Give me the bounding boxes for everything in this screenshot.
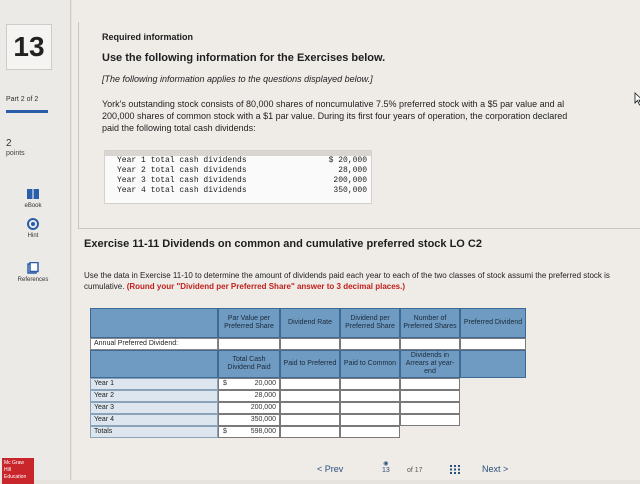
- part-indicator: Part 2 of 2: [6, 96, 39, 103]
- header-blank: [460, 350, 526, 378]
- arrears-year4-input[interactable]: [400, 414, 460, 426]
- required-paragraph: York's outstanding stock consists of 80,000 shares of noncumulative 7.5% preferred stock with a $5 par value and al 200,000 shares of common stock with a $1 par value. During its first four years of operation, the corporation declared paid the following total cash dividends:: [102, 99, 568, 133]
- par-value-input[interactable]: [218, 338, 280, 350]
- cash-dividend-row: Year 2 total cash dividends 28,000: [117, 166, 367, 175]
- dividend-rate-input[interactable]: [280, 338, 340, 350]
- row-label-totals: Totals: [90, 426, 218, 438]
- cash-dividend-row: Year 4 total cash dividends 350,000: [117, 186, 367, 195]
- question-number: 13: [6, 24, 52, 70]
- cash-dividend-row: Year 3 total cash dividends 200,000: [117, 176, 367, 185]
- dividend-per-share-input[interactable]: [340, 338, 400, 350]
- references-button[interactable]: [10, 262, 56, 283]
- row-label-year1: Year 1: [90, 378, 218, 390]
- paid-common-year1-input[interactable]: [340, 378, 400, 390]
- header-dividends-arrears: Dividends in Arrears at year-end: [400, 350, 460, 378]
- brand-logo: Mc Graw Hill Education: [2, 458, 34, 484]
- header-dividend-rate: Dividend Rate: [280, 308, 340, 338]
- total-cash-totals: $ 598,000: [218, 426, 280, 438]
- paid-preferred-year1-input[interactable]: [280, 378, 340, 390]
- prev-button[interactable]: < Prev: [317, 464, 344, 474]
- row-label-year2: Year 2: [90, 390, 218, 402]
- dividend-table: [90, 308, 542, 450]
- row-label-year4: Year 4: [90, 414, 218, 426]
- header-number-shares: Number of Preferred Shares: [400, 308, 460, 338]
- annual-dividend-label: Annual Preferred Dividend:: [90, 338, 218, 350]
- points-value: 2: [6, 138, 12, 149]
- header-par-value: Par Value per Preferred Share: [218, 308, 280, 338]
- cash-dividends-box: [104, 150, 372, 204]
- header-paid-preferred: Paid to Preferred: [280, 350, 340, 378]
- page-current[interactable]: ◉ 13: [382, 461, 390, 474]
- required-heading: Required information: [102, 32, 194, 42]
- paid-common-year4-input[interactable]: [340, 414, 400, 426]
- next-button[interactable]: Next >: [482, 464, 509, 474]
- arrears-year1-input[interactable]: [400, 378, 460, 390]
- sidebar: [0, 0, 71, 480]
- paid-common-year2-input[interactable]: [340, 390, 400, 402]
- total-cash-year3: 200,000: [218, 402, 280, 414]
- preferred-dividend-input[interactable]: [460, 338, 526, 350]
- paid-preferred-totals-input[interactable]: [280, 426, 340, 438]
- required-note: [The following information applies to the questions displayed below.]: [102, 74, 373, 84]
- page-total: of 17: [407, 467, 423, 474]
- main-content: [72, 0, 640, 480]
- total-cash-year1: $ 20,000: [218, 378, 280, 390]
- hint-label: Hint: [27, 233, 39, 239]
- arrears-year2-input[interactable]: [400, 390, 460, 402]
- ebook-label: eBook: [24, 203, 42, 209]
- references-icon: [27, 262, 39, 274]
- paid-preferred-year2-input[interactable]: [280, 390, 340, 402]
- rounding-instruction: (Round your "Dividend per Preferred Share" answer to 3 decimal places.): [126, 282, 406, 291]
- table-corner: [90, 308, 218, 338]
- hint-button[interactable]: [10, 218, 56, 239]
- total-cash-year4: 350,000: [218, 414, 280, 426]
- arrears-year3-input[interactable]: [400, 402, 460, 414]
- header-dividend-per-share: Dividend per Preferred Share: [340, 308, 400, 338]
- cash-dividend-row: Year 1 total cash dividends $ 20,000: [117, 156, 367, 165]
- points-label: points: [6, 150, 25, 157]
- required-subheading: Use the following information for the Exercises below.: [102, 52, 386, 64]
- part-progress-bar: [6, 110, 48, 113]
- header-total-cash: Total Cash Dividend Paid: [218, 350, 280, 378]
- paid-preferred-year3-input[interactable]: [280, 402, 340, 414]
- row-label-year3: Year 3: [90, 402, 218, 414]
- grid-icon[interactable]: [450, 465, 460, 474]
- hint-icon: [27, 218, 39, 230]
- paid-preferred-year4-input[interactable]: [280, 414, 340, 426]
- header-preferred-dividend: Preferred Dividend: [460, 308, 526, 338]
- header-paid-common: Paid to Common: [340, 350, 400, 378]
- table-spacer: [90, 350, 218, 378]
- total-cash-year2: 28,000: [218, 390, 280, 402]
- exercise-title: Exercise 11-11 Dividends on common and cumulative preferred stock LO C2: [84, 238, 482, 250]
- paid-common-totals-input[interactable]: [340, 426, 400, 438]
- references-label: References: [17, 277, 49, 283]
- book-icon: [26, 188, 40, 200]
- number-shares-input[interactable]: [400, 338, 460, 350]
- paid-common-year3-input[interactable]: [340, 402, 400, 414]
- mouse-cursor-icon: [634, 92, 640, 106]
- ebook-button[interactable]: [10, 188, 56, 209]
- exercise-instructions: Use the data in Exercise 11-10 to determine the amount of dividends paid each year to each of the two classes of stock assumi the preferred stock is cumulative. (Round your "Dividend per Preferred Share" answer to 3 decimal places.): [84, 271, 610, 291]
